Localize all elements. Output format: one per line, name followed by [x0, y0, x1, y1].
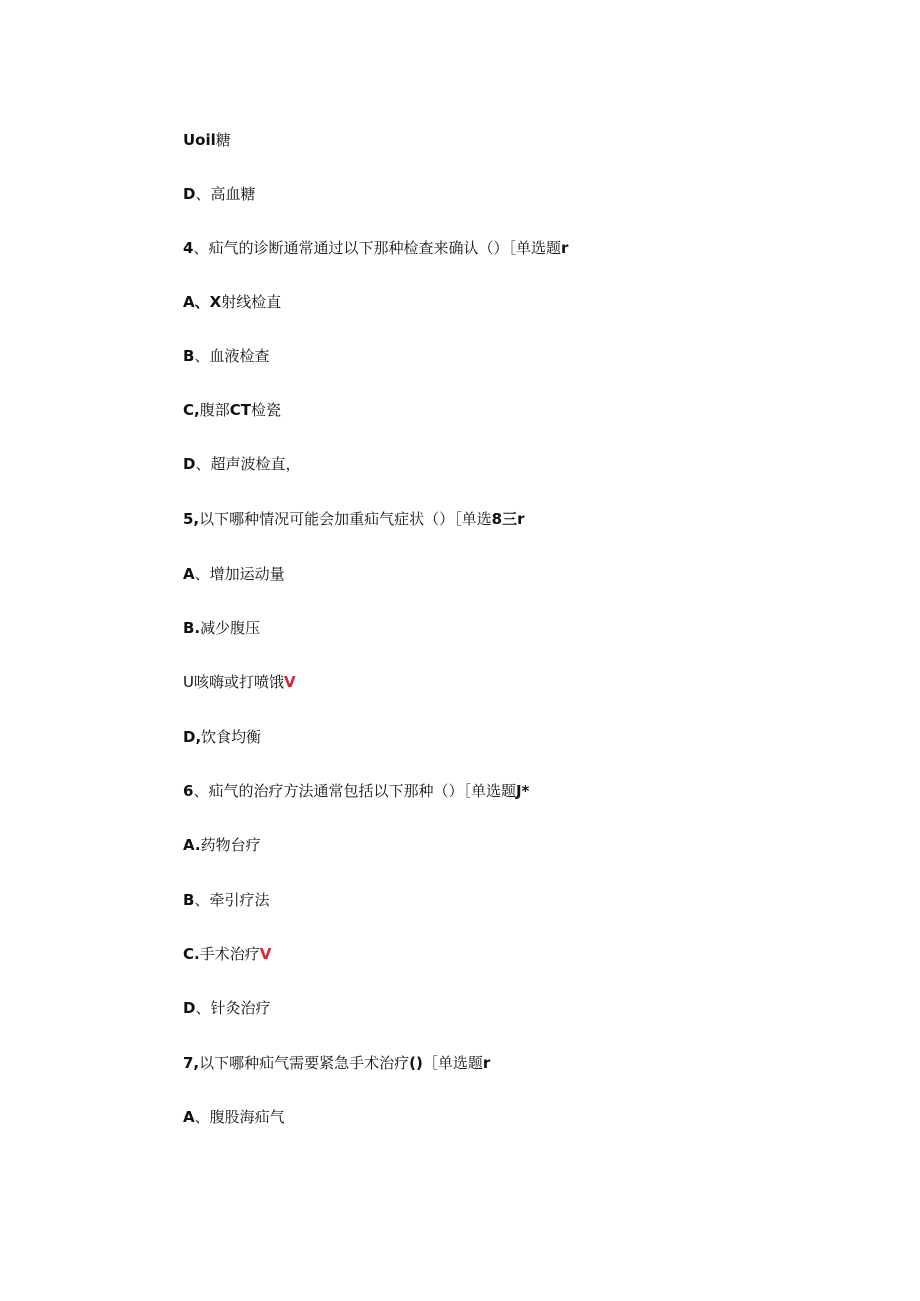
- option-text: 、增加运动量: [194, 565, 285, 583]
- option-text: 、腹股海疝气: [194, 1108, 285, 1126]
- option-prefix: B.: [183, 619, 201, 637]
- question-line: [183, 507, 525, 531]
- option-text: 减少腹压: [200, 619, 261, 637]
- option-line: [183, 725, 261, 749]
- question-line: [183, 779, 529, 803]
- option-line: [183, 616, 260, 640]
- option-text: 、超声波检直，: [195, 455, 301, 473]
- option-line: [183, 562, 285, 586]
- option-text: 射线检直: [221, 293, 282, 311]
- question-text: 、疝气的诊断通常通过以下那种检查来确认（）［单选题: [193, 239, 561, 257]
- option-line: [183, 344, 269, 368]
- question-suffix: J*: [515, 782, 530, 800]
- question-line: [183, 1051, 490, 1075]
- question-number: 5,: [183, 510, 200, 528]
- option-line: [183, 996, 270, 1020]
- question-number: 6: [183, 782, 194, 800]
- question-suffix: 8三r: [491, 510, 525, 528]
- option-line: [183, 452, 300, 476]
- option-text: 、牵引疗法: [194, 891, 270, 909]
- option-prefix: U: [183, 673, 194, 691]
- option-line: [183, 182, 255, 206]
- question-text: 以下哪种疝气需要紧急手术治疗: [199, 1054, 410, 1072]
- option-prefix: A: [183, 565, 195, 583]
- option-prefix: B: [183, 347, 195, 365]
- question-number: 7,: [183, 1054, 200, 1072]
- option-prefix: D: [183, 185, 196, 203]
- option-text: 咳嗨或打喷饿: [193, 673, 284, 691]
- question-line: [183, 236, 568, 260]
- question-suffix: r: [482, 1054, 491, 1072]
- option-prefix: A、X: [183, 293, 222, 311]
- option-text: 糖: [215, 131, 231, 149]
- question-paren: (): [409, 1054, 423, 1072]
- question-suffix: r: [560, 239, 569, 257]
- option-line: [183, 290, 281, 314]
- option-line: [183, 1105, 285, 1129]
- option-text-end: 检瓷: [250, 401, 281, 419]
- option-prefix: C.: [183, 945, 200, 963]
- option-line: [183, 398, 281, 422]
- question-type: ［单选题: [422, 1054, 483, 1072]
- option-prefix: D,: [183, 728, 202, 746]
- option-text: 饮食均衡: [201, 728, 262, 746]
- option-text: 手术治疗: [199, 945, 260, 963]
- correct-answer-mark: V: [259, 945, 272, 963]
- question-number: 4: [183, 239, 194, 257]
- option-line-correct: [183, 670, 296, 694]
- option-line: [183, 833, 261, 857]
- option-text-mid: CT: [229, 401, 251, 419]
- question-text: 、疝气的治疗方法通常包括以下那种（）［单选题: [193, 782, 516, 800]
- option-text: 药物台疗: [200, 836, 261, 854]
- option-text: 腹部: [199, 401, 230, 419]
- option-prefix: A: [183, 1108, 195, 1126]
- option-prefix: D: [183, 999, 196, 1017]
- option-prefix: B: [183, 891, 195, 909]
- question-text: 以下哪种情况可能会加重疝气症状（）［单选: [199, 510, 492, 528]
- option-line: [183, 128, 231, 152]
- option-prefix: C,: [183, 401, 200, 419]
- option-prefix: D: [183, 455, 196, 473]
- option-prefix: Uoil: [183, 131, 216, 149]
- correct-answer-mark: V: [284, 673, 296, 691]
- option-line: [183, 888, 269, 912]
- option-line-correct: [183, 942, 271, 966]
- option-text: 、血液检查: [194, 347, 270, 365]
- option-text: 、高血糖: [195, 185, 256, 203]
- option-prefix: A.: [183, 836, 201, 854]
- option-text: 、针灸治疗: [195, 999, 271, 1017]
